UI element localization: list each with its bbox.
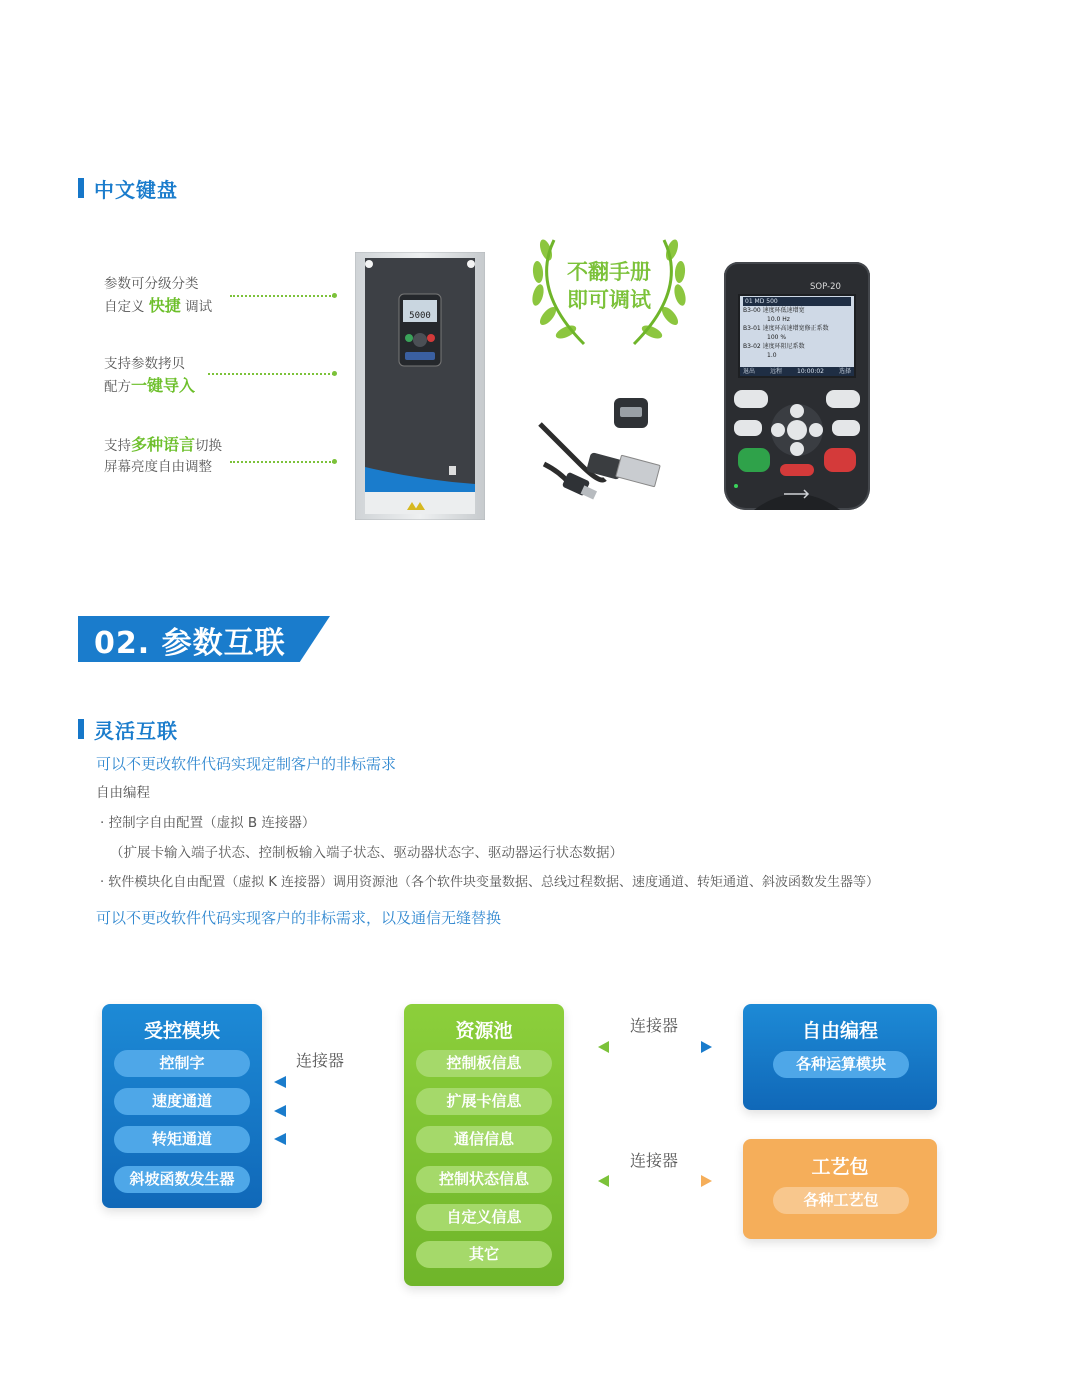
free-programming-item: 各种运算模块	[773, 1051, 909, 1078]
arrow-pool-craft-package	[598, 1175, 712, 1187]
connector-label-top: 连接器	[630, 1016, 679, 1035]
connector-label-bottom: 连接器	[630, 1151, 679, 1170]
screen-row: B3-00 速度环低速增宽	[743, 307, 805, 314]
section-title-flexible: 灵活互联	[94, 719, 178, 743]
controlled-item: 速度通道	[114, 1088, 250, 1115]
arrow-pool-to-controlled	[274, 1076, 378, 1145]
arrow-pool-free-programming	[598, 1041, 712, 1053]
bullet-control-word-detail: （扩展卡输入端子状态、控制板输入端子状态、驱动器状态字、驱动器运行状态数据）	[110, 845, 623, 861]
feature-note-2: 支持参数拷贝 配方一键导入	[104, 356, 196, 395]
screen-footer: 退出 远程 10:00:02 选择	[740, 367, 854, 376]
screen-row: B3-02 速度环阻尼系数	[743, 343, 805, 350]
controlled-item: 斜坡函数发生器	[114, 1166, 250, 1193]
screen-value: 1.0	[767, 352, 777, 359]
wreath-line-2: 即可调试	[567, 288, 651, 312]
wreath-line-1: 不翻手册	[567, 260, 651, 284]
resource-pool-title: 资源池	[455, 1020, 513, 1042]
screen-header: 01 MD 500	[743, 297, 851, 306]
free-programming-label: 自由编程	[96, 785, 150, 801]
screen-value: 100 %	[767, 334, 787, 341]
pool-item: 通信信息	[416, 1126, 552, 1153]
controlled-item: 转矩通道	[114, 1126, 250, 1153]
banner-title: 02. 参数互联	[94, 626, 286, 661]
keypad-model: SOP-20	[810, 282, 841, 292]
section-subtitle: 可以不更改软件代码实现定制客户的非标需求	[96, 755, 397, 773]
drive-display-value: 5000	[409, 311, 431, 321]
screen-value: 10.0 Hz	[767, 316, 790, 323]
pool-item: 扩展卡信息	[416, 1088, 552, 1115]
feature-note-3: 支持多种语言切换 屏幕亮度自由调整	[104, 435, 223, 475]
bullet-software-module: · 软件模块化自由配置（虚拟 K 连接器）调用资源池（各个软件块变量数据、总线过程数据、速度通道、转矩通道、斜波函数发生器等）	[100, 875, 880, 890]
feature-note-1: 参数可分级分类 自定义 快捷 调试	[104, 276, 213, 315]
section-summary: 可以不更改软件代码实现客户的非标需求，以及通信无缝替换	[96, 909, 502, 927]
connector-label-left: 连接器	[296, 1051, 345, 1070]
craft-package-title: 工艺包	[811, 1156, 869, 1178]
pool-item: 控制板信息	[416, 1050, 552, 1077]
pool-item: 自定义信息	[416, 1204, 552, 1231]
bullet-control-word: · 控制字自由配置（虚拟 B 连接器）	[100, 815, 316, 831]
screen-row: B3-01 速度环高速增宽修正系数	[743, 325, 829, 332]
pool-item: 控制状态信息	[416, 1166, 552, 1193]
pool-item: 其它	[416, 1241, 552, 1268]
section-title-keypad: 中文键盘	[94, 178, 178, 202]
free-programming-title: 自由编程	[801, 1020, 878, 1042]
craft-package-item: 各种工艺包	[773, 1187, 909, 1214]
controlled-item: 控制字	[114, 1050, 250, 1077]
controlled-module-title: 受控模块	[143, 1020, 220, 1042]
